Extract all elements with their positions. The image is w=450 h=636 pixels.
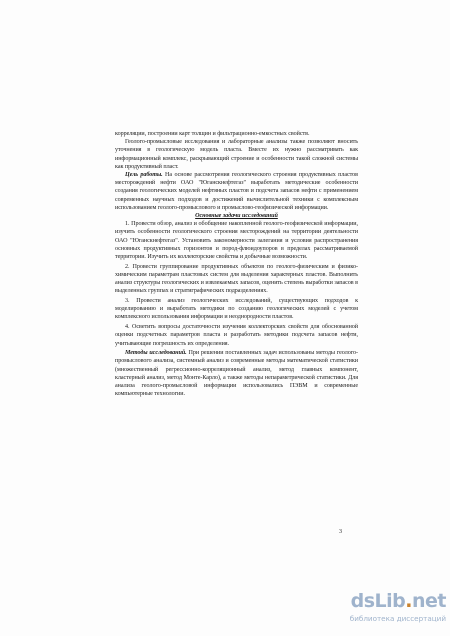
goal-text: На основе рассмотрения геологического строения продуктивных пластов месторождений нефти ОАО "Юганскнефтегаз" выработать методические особенности создания геологических моделей нефтяных пластов и подсчета запасов нефти с применением современных научных подходов и достижений вычислительной техники с комплексным использованием геолого-промыслового и промыслово-геофизической информации. xyxy=(115,172,358,211)
task-item-1: 1. Провести обзор, анализ и обобщение накопленной геолого-геофизической информации, изучить особенности геологического строения месторождений на территории деятельности ОАО "Юганскнефтегаз". Установить закономерности залегания и условия распространения основных продуктивных горизонтов и пород-флюидоупоров в пределах рассматриваемой территории. Изучить их коллекторские свойства и добычные возможности. xyxy=(115,221,358,261)
methods-text: При решении поставленных задач использованы методы геолого-промыслового анализа, системный анализ и современные методы математической статистики (множественный регрессионно-корреляционный анализ, метод главных компонент, кластерный анализ, метод Монте-Карло), а также методы непараметрической статистики. Для анализа геолого-промысловой информации использовались ПЭВМ и современные компьютерные технологии. xyxy=(115,350,358,398)
paragraph-field-studies: Геолого-промысловые исследования и лабораторные анализы также позволяют вносить уточнения в геологическую модель пласта. Вместе их нужно рассматривать как информационный комплекс, раскрывающий строение и особенности такой сложной системы как продуктивный пласт. xyxy=(115,139,358,170)
paragraph-goal xyxy=(115,171,358,212)
methods-heading: Методы исследований. xyxy=(125,350,187,357)
task-item-2: 2. Провести группирование продуктивных объектов по геолого-физическим и физико-химическим параметрам пластовых систем для выделения характерных пластов. Выполнить анализ структуры геологических и извлекаемых запасов, оценить степень выработки запасов в выделенных группах и стратиграфических подразделениях. xyxy=(115,263,358,295)
page-number: 3 xyxy=(339,529,342,535)
body-text xyxy=(115,130,358,399)
task-item-3: 3. Провести анализ геологических исследований, существующих подходов к моделированию и выработать методики по созданию геологических моделей с учетом комплексного использования информации и неоднородности пластов. xyxy=(115,298,358,321)
paragraph-continuation: корреляции, построении карт толщин и фильтрационно-емкостных свойств. xyxy=(115,131,310,137)
section-title-tasks: Основные задачи исследований xyxy=(195,213,278,220)
goal-heading: Цель работы. xyxy=(125,172,163,179)
paragraph-methods xyxy=(115,349,358,398)
watermark-logo: dsLib.net xyxy=(350,590,446,612)
watermark-subtitle: библиотека диссертаций xyxy=(349,614,446,623)
site-watermark xyxy=(349,590,448,630)
task-item-4: 4. Осветить вопросы достаточности изучения коллекторских свойств для обоснованной оценки подсчетных параметров пласта и разработать методики подсчета запасов нефти, учитывающие погрешность их определения. xyxy=(115,324,358,347)
